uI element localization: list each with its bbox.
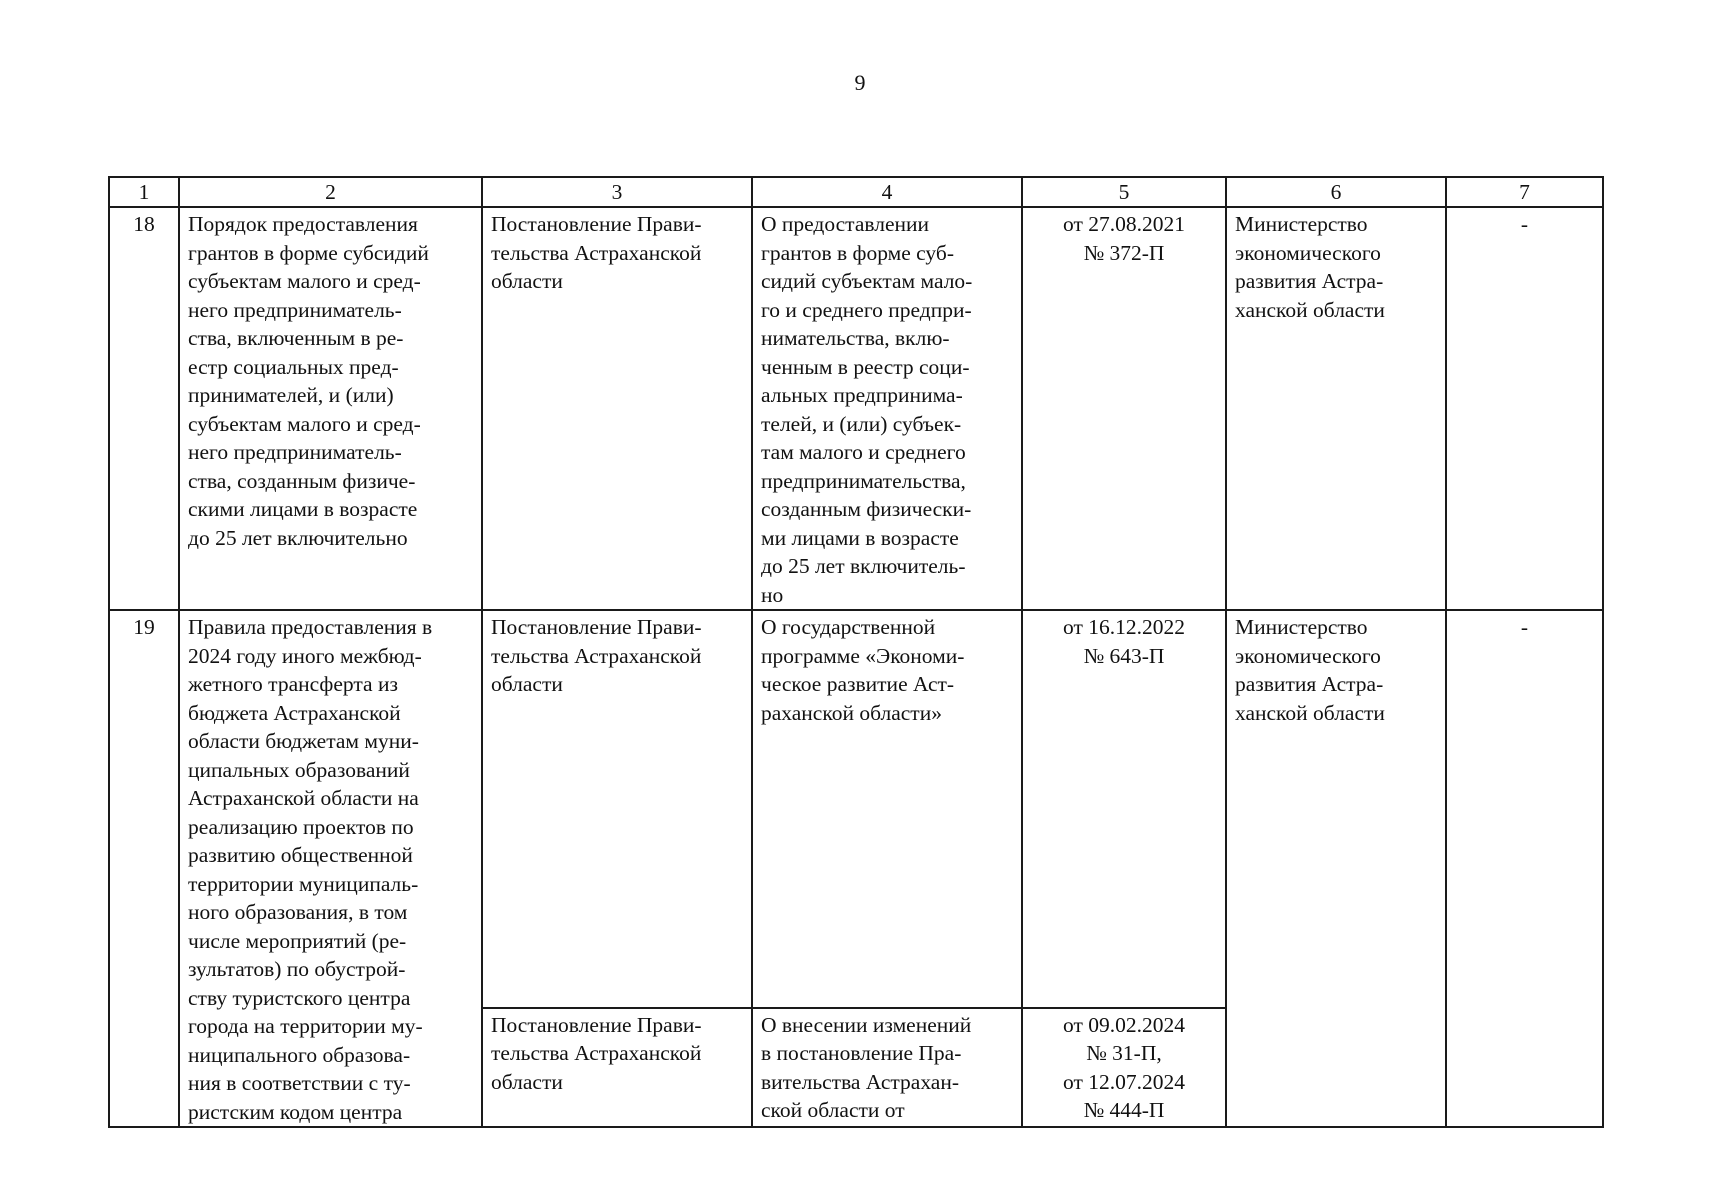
- column-header: 5: [1022, 177, 1226, 207]
- text-line: Постановление Прави-: [491, 1012, 702, 1037]
- act-date-number-cell: [1022, 610, 1226, 1008]
- text-line: экономического: [1235, 240, 1381, 265]
- text-line: 2024 году иного межбюд-: [188, 643, 422, 668]
- text-line: но: [761, 582, 784, 607]
- text-line: ного образования, в том: [188, 900, 408, 924]
- text-line: области: [491, 672, 563, 696]
- act-name-cell: [752, 610, 1022, 1008]
- text-line: альных предпринима-: [761, 383, 963, 407]
- text-line: развития Астра-: [1235, 269, 1384, 293]
- text-line: Постановление Прави-: [491, 615, 702, 639]
- text-line: тельства Астраханской: [491, 1041, 702, 1066]
- text-line: ства, созданным физиче-: [188, 468, 416, 493]
- text-line: сидий субъектам мало-: [761, 269, 973, 293]
- text-line: Астраханской области на: [188, 786, 419, 810]
- act-name-cell: [752, 1008, 1022, 1127]
- text-line: вительства Астрахан-: [761, 1069, 960, 1094]
- text-line: от 09.02.2024: [1063, 1012, 1185, 1037]
- text-line: созданным физически-: [761, 497, 972, 521]
- document-title-cell: [179, 207, 482, 610]
- text-line: ства, включенным в ре-: [188, 326, 404, 350]
- column-header: 4: [752, 177, 1022, 207]
- text-line: ципальных образований: [188, 757, 410, 782]
- text-line: ханской области: [1235, 700, 1385, 725]
- text-line: бюджета Астраханской: [188, 700, 401, 725]
- text-line: в постановление Пра-: [761, 1041, 962, 1066]
- act-name-cell: [752, 207, 1022, 610]
- text-line: скими лицами в возрасте: [188, 497, 418, 521]
- column-header: 1: [109, 177, 179, 207]
- text-line: ми лицами в возрасте: [761, 525, 959, 550]
- text-line: грантов в форме субсидий: [188, 240, 429, 265]
- note-cell: -: [1446, 610, 1603, 1127]
- text-line: № 643-П: [1083, 643, 1165, 668]
- text-line: зультатов) по обустрой-: [188, 957, 406, 981]
- text-line: О государственной: [761, 615, 936, 639]
- text-line: ниципального образова-: [188, 1042, 411, 1067]
- text-line: № 444-П: [1083, 1098, 1165, 1123]
- text-line: Министерство: [1235, 615, 1368, 639]
- text-line: развития Астра-: [1235, 672, 1384, 696]
- text-line: ния в соответствии с ту-: [188, 1071, 411, 1095]
- text-line: ской области от: [761, 1098, 905, 1123]
- text-line: предпринимательства,: [761, 468, 966, 493]
- text-line: области: [491, 269, 563, 293]
- text-line: субъектам малого и сред-: [188, 269, 421, 293]
- text-line: до 25 лет включительно: [188, 525, 408, 550]
- text-line: до 25 лет включитель-: [761, 554, 966, 578]
- text-line: Правила предоставления в: [188, 615, 433, 639]
- column-header: 3: [482, 177, 752, 207]
- row-number: 19: [109, 610, 179, 1127]
- column-header-row: [109, 177, 1603, 207]
- text-line: тельства Астраханской: [491, 643, 702, 668]
- text-line: там малого и среднего: [761, 440, 966, 464]
- text-line: экономического: [1235, 643, 1381, 668]
- text-line: принимателей, и (или): [188, 383, 394, 407]
- text-line: него предприниматель-: [188, 440, 402, 464]
- text-line: нимательства, вклю-: [761, 326, 950, 350]
- text-line: ристским кодом центра: [188, 1099, 403, 1124]
- act-date-number-cell: [1022, 207, 1226, 610]
- text-line: реализацию проектов по: [188, 814, 414, 839]
- text-line: Постановление Прави-: [491, 212, 702, 236]
- text-line: телей, и (или) субъек-: [761, 411, 962, 436]
- column-header: 6: [1226, 177, 1446, 207]
- note-cell: -: [1446, 207, 1603, 610]
- text-line: жетного трансферта из: [188, 672, 398, 696]
- text-line: ченным в реестр соци-: [761, 354, 970, 379]
- text-line: развитию общественной: [188, 843, 413, 867]
- text-line: О предоставлении: [761, 212, 930, 236]
- text-line: № 31-П,: [1086, 1041, 1162, 1066]
- column-header: 7: [1446, 177, 1603, 207]
- text-line: числе мероприятий (ре-: [188, 928, 407, 953]
- text-line: него предприниматель-: [188, 297, 402, 322]
- text-line: программе «Экономи-: [761, 643, 965, 668]
- text-line: О внесении изменений: [761, 1012, 972, 1037]
- text-line: го и среднего предпри-: [761, 297, 972, 322]
- regulations-table: [108, 176, 1604, 1128]
- page-number: 9: [854, 70, 866, 95]
- text-line: города на территории му-: [188, 1014, 423, 1038]
- text-line: тельства Астраханской: [491, 240, 702, 265]
- responsible-body-cell: [1226, 610, 1446, 1127]
- text-line: от 27.08.2021: [1063, 212, 1185, 236]
- text-line: области бюджетам муни-: [188, 729, 419, 753]
- table-row: [109, 610, 1603, 1008]
- act-type-cell: [482, 207, 752, 610]
- responsible-body-cell: [1226, 207, 1446, 610]
- text-line: от 16.12.2022: [1063, 615, 1185, 639]
- text-line: ству туристского центра: [188, 985, 411, 1010]
- text-line: территории муниципаль-: [188, 871, 419, 896]
- table-row: [109, 207, 1603, 610]
- text-line: ческое развитие Аст-: [761, 672, 955, 696]
- text-line: № 372-П: [1083, 240, 1165, 265]
- text-line: субъектам малого и сред-: [188, 411, 421, 436]
- text-line: ханской области: [1235, 297, 1385, 322]
- document-title-cell: [179, 610, 482, 1127]
- text-line: от 12.07.2024: [1063, 1069, 1185, 1094]
- text-line: раханской области»: [761, 700, 942, 725]
- column-header: 2: [179, 177, 482, 207]
- text-line: Порядок предоставления: [188, 212, 418, 236]
- text-line: Министерство: [1235, 212, 1368, 236]
- text-line: естр социальных пред-: [188, 354, 399, 379]
- text-line: области: [491, 1069, 563, 1094]
- act-type-cell: [482, 610, 752, 1008]
- act-date-number-cell: [1022, 1008, 1226, 1127]
- act-type-cell: [482, 1008, 752, 1127]
- text-line: грантов в форме суб-: [761, 240, 954, 265]
- row-number: 18: [109, 207, 179, 610]
